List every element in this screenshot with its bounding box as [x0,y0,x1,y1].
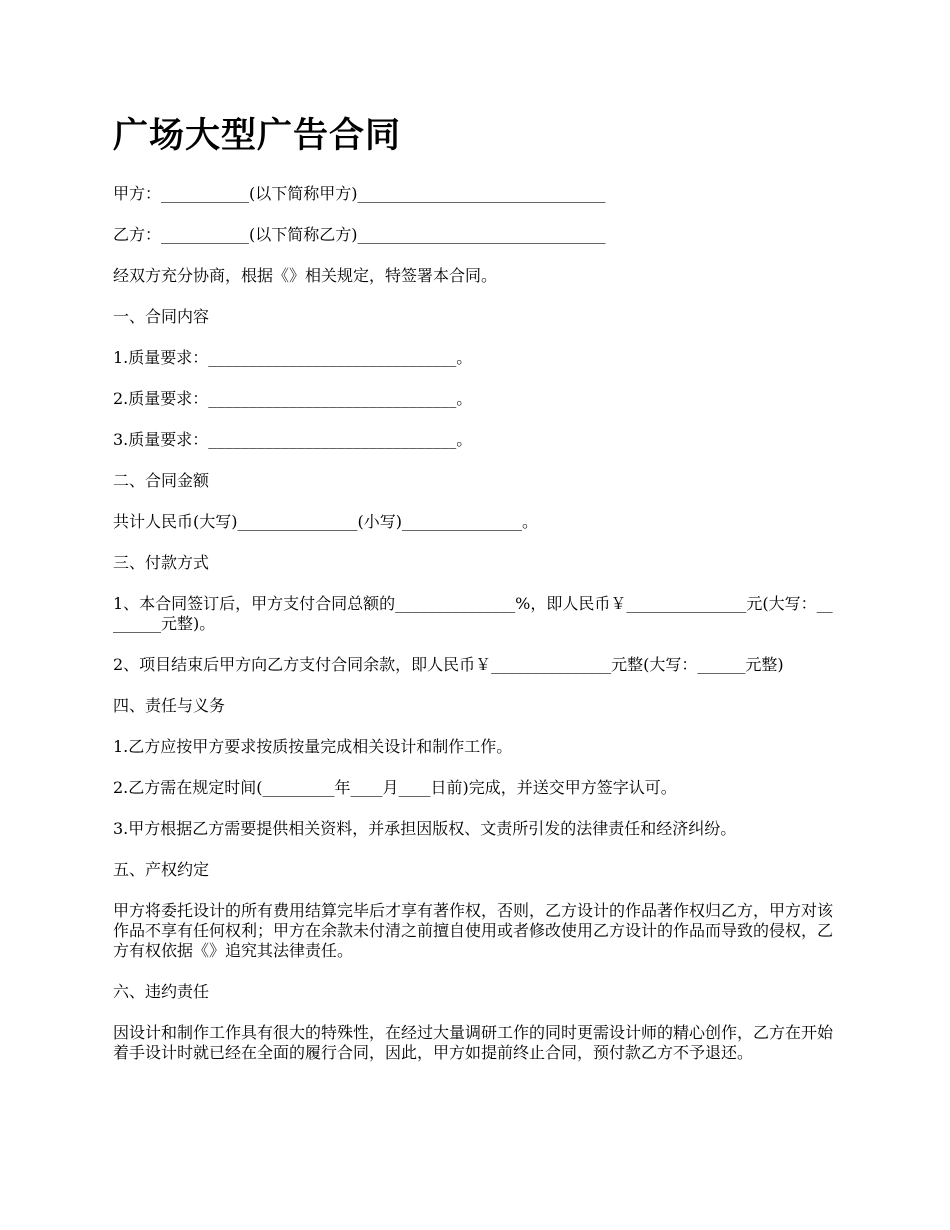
payment-clause-1: 1、本合同签订后，甲方支付合同总额的_______________%，即人民币￥_______________元(大写：________元整)。 [113,594,833,633]
party-b-line: 乙方：___________(以下简称乙方)_______________________________ [113,225,606,244]
quality-requirement-1: 1.质量要求：_______________________________。 [113,348,473,367]
section-heading-breach: 六、违约责任 [113,982,210,1001]
quality-requirement-3: 3.质量要求：_______________________________。 [113,430,473,449]
contract-page [113,112,838,1084]
duty-clause-2: 2.乙方需在规定时间(_________年____月____日前)完成，并送交甲方签字认可。 [113,778,677,797]
quality-requirement-2: 2.质量要求：_______________________________。 [113,389,473,408]
property-clause: 甲方将委托设计的所有费用结算完毕后才享有著作权，否则，乙方设计的作品著作权归乙方，甲方对该作品不享有任何权利；甲方在余款未付清之前擅自使用或者修改使用乙方设计的作品而导致的侵权，乙方有权依据《》追究其法律责任。 [113,901,834,960]
section-heading-duties: 四、责任与义务 [113,696,226,715]
party-a-line: 甲方：___________(以下简称甲方)_______________________________ [113,184,606,203]
contract-amount: 共计人民币(大写)_______________(小写)_______________。 [113,512,538,531]
preamble: 经双方充分协商，根据《》相关规定，特签署本合同。 [113,266,498,285]
section-heading-property: 五、产权约定 [113,860,210,879]
payment-clause-2: 2、项目结束后甲方向乙方支付合同余款，即人民币￥_______________元整(大写：______元整) [113,655,784,674]
duty-clause-1: 1.乙方应按甲方要求按质按量完成相关设计和制作工作。 [113,737,513,756]
section-heading-payment: 三、付款方式 [113,553,210,572]
breach-clause: 因设计和制作工作具有很大的特殊性，在经过大量调研工作的同时更需设计师的精心创作，乙方在开始着手设计时就已经在全面的履行合同，因此，甲方如提前终止合同，预付款乙方不予退还。 [113,1023,834,1062]
document-title: 广场大型广告合同 [113,116,402,156]
section-heading-amount: 二、合同金额 [113,471,210,490]
duty-clause-3: 3.甲方根据乙方需要提供相关资料，并承担因版权、文责所引发的法律责任和经济纠纷。 [113,819,737,838]
section-heading-contents: 一、合同内容 [113,307,210,326]
